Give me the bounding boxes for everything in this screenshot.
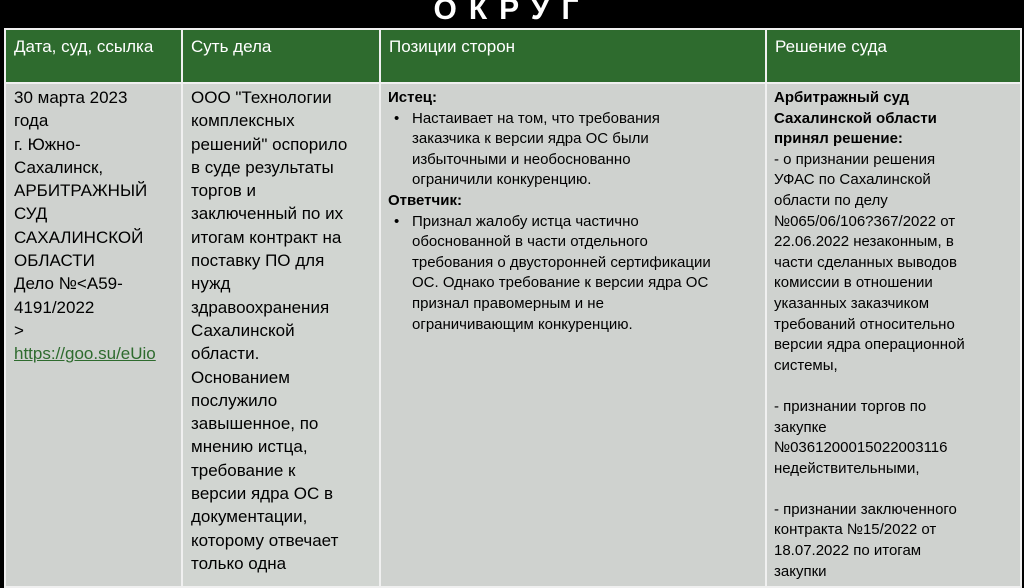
defendant-line: ОС. Однако требование к версии ядра ОС [412, 274, 709, 292]
essence-line: нужд [191, 274, 231, 294]
paragraph-gap [774, 479, 1013, 500]
decision-line: - признании торгов по [774, 397, 927, 415]
essence-line: решений" оспорило [191, 134, 348, 154]
decision-line: №065/06/106?367/2022 от [774, 212, 956, 230]
plaintiff-line: ограничили конкуренцию. [412, 171, 592, 189]
essence-line: итогам контракт на [191, 227, 342, 247]
decision-line: закупки [774, 562, 827, 580]
header-court-decision: Решение суда [766, 29, 1021, 83]
defendant-label: Ответчик: [388, 191, 462, 209]
essence-line: документации, [191, 507, 308, 527]
decision-line: версии ядра операционной [774, 336, 965, 354]
decision-line: закупке [774, 418, 827, 436]
decision-heading-line: Арбитражный суд [774, 89, 910, 106]
decision-heading-line: Сахалинской области [774, 109, 937, 127]
decision-line: 18.07.2022 по итогам [774, 542, 922, 560]
decision-line: УФАС по Сахалинской [774, 171, 931, 189]
plaintiff-position [412, 109, 758, 191]
essence-line: только одна [191, 553, 287, 573]
decision-line: недействительными, [774, 459, 920, 477]
essence-line: области. [191, 344, 260, 364]
essence-line: послужило [191, 390, 278, 410]
decision-line: 22.06.2022 незаконным, в [774, 233, 954, 251]
cell-case-essence [182, 83, 380, 587]
essence-line: в суде результаты [191, 157, 334, 177]
decision-line: - о признании решения [774, 150, 936, 168]
case-number-line: 4191/2022 [14, 297, 95, 317]
defendant-line: обоснованной в части отдельного [412, 233, 648, 251]
essence-line: Сахалинской [191, 320, 295, 340]
essence-line: завышенное, по [191, 414, 319, 434]
decision-line: области по делу [774, 191, 888, 209]
cell-date-court [5, 83, 182, 587]
essence-line: Основанием [191, 367, 290, 387]
table-header-row [5, 29, 1021, 83]
defendant-line: признал правомерным и не [412, 294, 604, 312]
essence-line: комплексных [191, 111, 295, 131]
court-line: ОБЛАСТИ [14, 251, 95, 271]
page-title: ОКРУГ [433, 0, 591, 26]
date-line: года [14, 111, 49, 131]
date-line: 30 марта 2023 [14, 88, 128, 107]
cell-party-positions [380, 83, 766, 587]
essence-line: торгов и [191, 181, 257, 201]
decision-line: части сделанных выводов [774, 253, 957, 271]
decision-line: контракта №15/2022 от [774, 521, 937, 539]
header-party-positions: Позиции сторон [380, 29, 766, 83]
plaintiff-line: • Настаивает на том, что требования [412, 109, 660, 127]
essence-line: ООО "Технологии [191, 88, 332, 107]
decision-line: указанных заказчиком [774, 294, 930, 312]
case-number-line: Дело №<А59- [14, 274, 123, 294]
essence-line: версии ядра ОС в [191, 484, 333, 504]
plaintiff-label: Истец: [388, 89, 438, 106]
city-line: г. Южно- [14, 134, 81, 154]
essence-line: здравоохранения [191, 297, 330, 317]
plaintiff-line: заказчика к версии ядра ОС были [412, 130, 649, 148]
paragraph-gap [774, 376, 1013, 397]
essence-line: заключенный по их [191, 204, 344, 224]
decision-line: №0361200015022003116 [774, 439, 948, 457]
defendant-line: требования о двусторонней сертификации [412, 253, 711, 271]
court-line: АРБИТРАЖНЫЙ [14, 181, 148, 201]
case-link[interactable]: https://goo.su/eUio [14, 344, 156, 364]
case-number-line: > [14, 320, 24, 340]
essence-line: требование к [191, 460, 296, 480]
decision-line: требований относительно [774, 315, 955, 333]
decision-line: - признании заключенного [774, 500, 957, 518]
decision-line: комиссии в отношении [774, 274, 933, 292]
plaintiff-line: избыточными и необоснованно [412, 150, 631, 168]
table-row [5, 83, 1021, 587]
decision-heading-line: принял решение: [774, 130, 903, 148]
header-date-court-link: Дата, суд, ссылка [5, 29, 182, 83]
defendant-line: • Признал жалобу истца частично [412, 212, 639, 230]
cell-court-decision [766, 83, 1021, 587]
court-line: САХАЛИНСКОЙ [14, 227, 144, 247]
essence-line: поставку ПО для [191, 251, 325, 271]
header-case-essence: Суть дела [182, 29, 380, 83]
defendant-line: ограничивающим конкуренцию. [412, 315, 633, 333]
essence-line: мнению истца, [191, 437, 308, 457]
defendant-position [412, 212, 758, 336]
court-line: СУД [14, 204, 48, 224]
defendant-list [388, 212, 758, 336]
city-line: Сахалинск, [14, 157, 104, 177]
decision-line: системы, [774, 356, 838, 374]
court-cases-table [4, 28, 1022, 588]
essence-line: которому отвечает [191, 530, 339, 550]
plaintiff-list [388, 109, 758, 191]
